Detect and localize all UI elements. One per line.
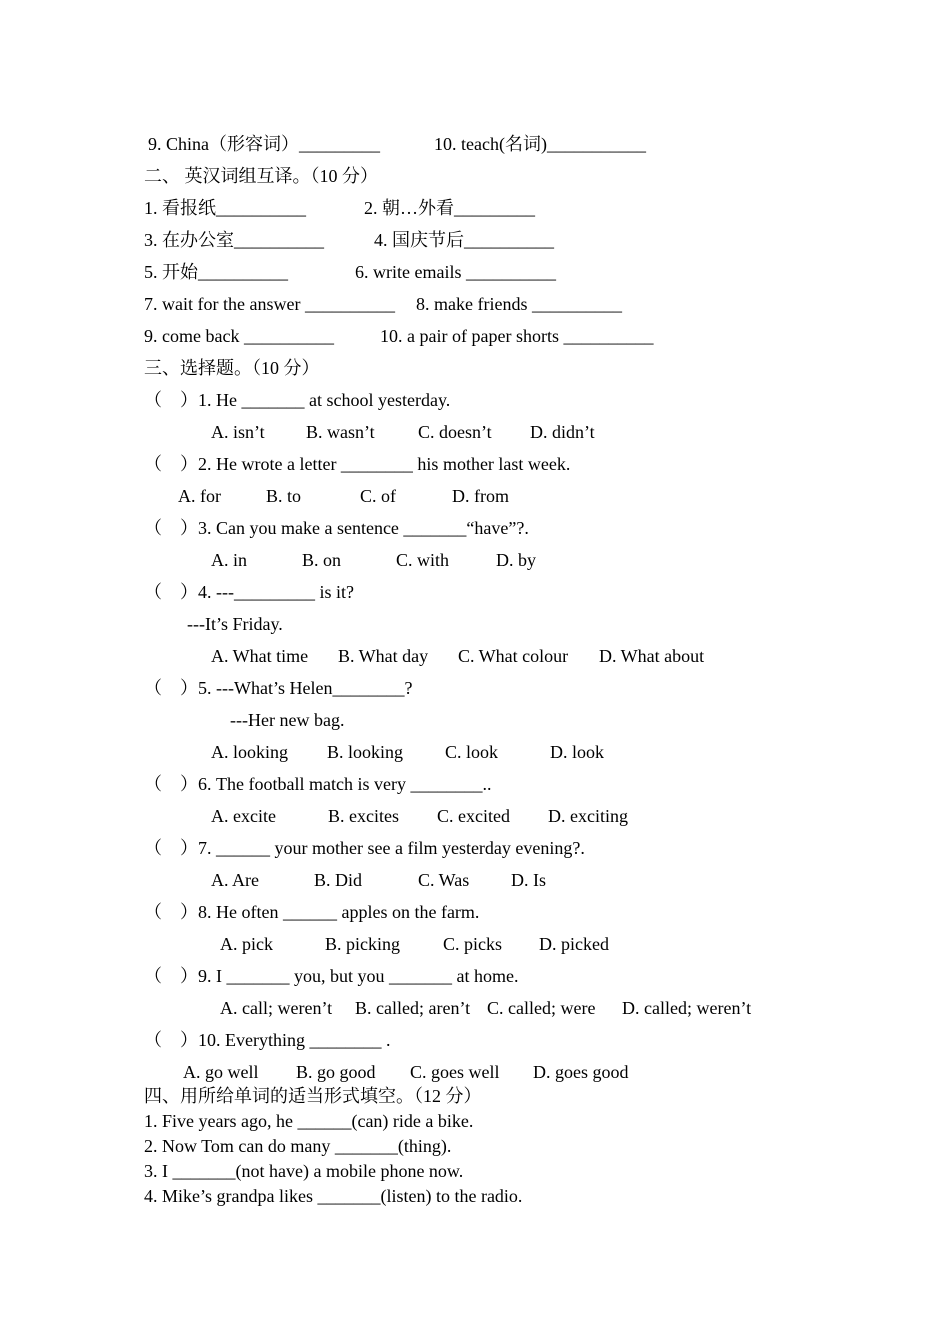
- option: D. by: [496, 550, 536, 570]
- option: A. What time: [211, 646, 309, 666]
- phrase-item: 10. a pair of paper shorts __________: [380, 326, 654, 346]
- question-stem: （ ）4. ---_________ is it?: [144, 582, 354, 602]
- question-stem: （ ）8. He often ______ apples on the farm.: [144, 902, 480, 922]
- option: D. What about: [599, 646, 705, 666]
- option: B. picking: [325, 934, 400, 954]
- option: B. excites: [328, 806, 399, 826]
- question-stem: （ ）9. I _______ you, but you _______ at home.: [144, 966, 519, 986]
- option: C. called; were: [487, 998, 596, 1018]
- section-3-heading: 三、选择题。（10 分）: [144, 358, 320, 378]
- option: D. didn’t: [530, 422, 595, 442]
- fill-in-item: 3. I _______(not have) a mobile phone now.: [144, 1161, 464, 1181]
- question-stem: （ ）7. ______ your mother see a film yesterday evening?.: [144, 838, 585, 858]
- question-stem: （ ）6. The football match is very ________..: [144, 774, 492, 794]
- option: B. wasn’t: [306, 422, 375, 442]
- option: D. picked: [539, 934, 609, 954]
- option: A. for: [178, 486, 221, 506]
- phrase-item: 6. write emails __________: [355, 262, 556, 282]
- question-stem: （ ）1. He _______ at school yesterday.: [144, 390, 451, 410]
- option: A. isn’t: [211, 422, 265, 442]
- phrase-item: 8. make friends __________: [416, 294, 622, 314]
- fill-in-item: 4. Mike’s grandpa likes _______(listen) to the radio.: [144, 1186, 523, 1206]
- option: B. to: [266, 486, 302, 506]
- option: B. go good: [296, 1062, 376, 1082]
- q9-china-adjective: 9. China（形容词）_________: [148, 134, 380, 154]
- option: B. called; aren’t: [355, 998, 471, 1018]
- option: A. Are: [211, 870, 259, 890]
- question-stem: （ ）2. He wrote a letter ________ his mother last week.: [144, 454, 571, 474]
- option: A. go well: [183, 1062, 259, 1082]
- section-2-heading: 二、 英汉词组互译。（10 分）: [144, 166, 378, 186]
- option: C. Was: [418, 870, 470, 890]
- phrase-item: 5. 开始__________: [144, 262, 288, 282]
- option: B. on: [302, 550, 342, 570]
- option: C. doesn’t: [418, 422, 492, 442]
- option: A. call; weren’t: [220, 998, 333, 1018]
- section-4-heading: 四、用所给单词的适当形式填空。（12 分）: [144, 1086, 482, 1106]
- phrase-item: 3. 在办公室__________: [144, 230, 324, 250]
- option: D. exciting: [548, 806, 628, 826]
- option: B. What day: [338, 646, 429, 666]
- option: D. look: [550, 742, 604, 762]
- option: A. in: [211, 550, 247, 570]
- option: D. from: [452, 486, 509, 506]
- option: C. with: [396, 550, 450, 570]
- phrase-item: 9. come back __________: [144, 326, 334, 346]
- fill-in-item: 2. Now Tom can do many _______(thing).: [144, 1136, 452, 1156]
- phrase-item: 2. 朝…外看_________: [364, 198, 535, 218]
- option: B. looking: [327, 742, 404, 762]
- option: A. excite: [211, 806, 276, 826]
- option: C. picks: [443, 934, 503, 954]
- option: C. goes well: [410, 1062, 500, 1082]
- dialogue-answer: ---It’s Friday.: [187, 614, 283, 634]
- option: D. goes good: [533, 1062, 629, 1082]
- option: A. looking: [211, 742, 289, 762]
- q10-teach-noun: 10. teach(名词)___________: [434, 134, 646, 154]
- dialogue-answer: ---Her new bag.: [230, 710, 345, 730]
- question-stem: （ ）3. Can you make a sentence _______“have”?.: [144, 518, 529, 538]
- option: B. Did: [314, 870, 363, 890]
- phrase-item: 4. 国庆节后__________: [374, 230, 554, 250]
- option: A. pick: [220, 934, 273, 954]
- option: D. called; weren’t: [622, 998, 752, 1018]
- option: D. Is: [511, 870, 546, 890]
- question-stem: （ ）5. ---What’s Helen________?: [144, 678, 413, 698]
- question-stem: （ ）10. Everything ________ .: [144, 1030, 391, 1050]
- phrase-item: 7. wait for the answer __________: [144, 294, 395, 314]
- fill-in-item: 1. Five years ago, he ______(can) ride a bike.: [144, 1111, 474, 1131]
- phrase-item: 1. 看报纸__________: [144, 198, 306, 218]
- option: C. excited: [437, 806, 510, 826]
- option: C. of: [360, 486, 396, 506]
- option: C. What colour: [458, 646, 569, 666]
- option: C. look: [445, 742, 499, 762]
